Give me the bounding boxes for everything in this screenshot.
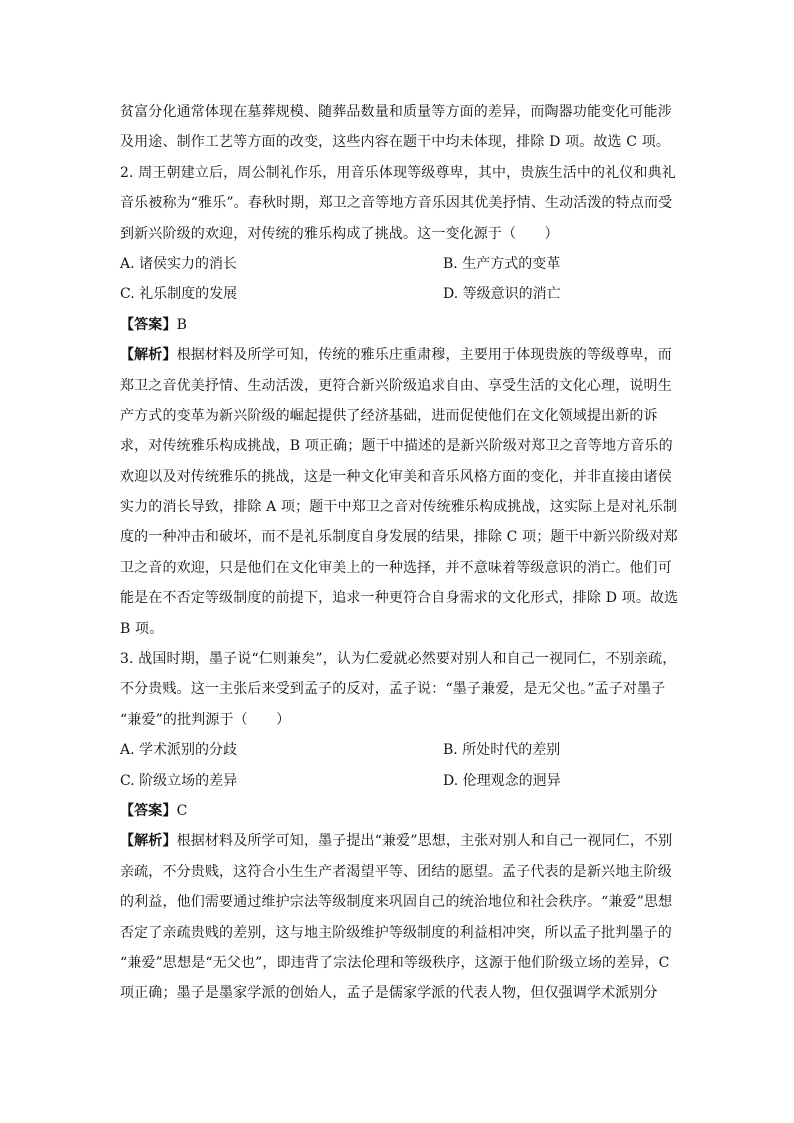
analysis-line: 求，对传统雅乐构成挑战，B 项正确；题干中描述的是新兴阶级对郑卫之音等地方音乐的 bbox=[120, 438, 673, 455]
answer-line bbox=[120, 796, 680, 826]
analysis-line: 产方式的变革为新兴阶级的崛起提供了经济基础，进而促使他们在文化领域提出新的诉 bbox=[120, 407, 658, 424]
question-stem-line: 2. 周王朝建立后，周公制礼作乐，用音乐体现等级尊卑，其中，贵族生活中的礼仪和典礼 bbox=[120, 164, 676, 181]
analysis-line: 卫之音的欢迎，只是他们在文化审美上的一种选择，并不意味着等级意识的消亡。他们可 bbox=[120, 559, 672, 576]
answer-line bbox=[120, 310, 680, 340]
analysis-line: 亲疏，不分贵贱，这符合小生生产者渴望平等、团结的愿望。孟子代表的是新兴地主阶级 bbox=[120, 863, 672, 880]
question-stem-line: 不分贵贱。这一主张后来受到孟子的反对，孟子说：“墨子兼爱，是无父也。”孟子对墨子 bbox=[120, 681, 666, 698]
option-a: A. 诸侯实力的消长 bbox=[120, 255, 238, 272]
analysis-line bbox=[120, 340, 680, 370]
analysis-line bbox=[120, 826, 680, 856]
analysis-line: 度的一种冲击和破坏，而不是礼乐制度自身发展的结果，排除 C 项；题干中新兴阶级对郑 bbox=[120, 529, 678, 546]
question-3 bbox=[120, 644, 680, 1009]
option-a: A. 学术派别的分歧 bbox=[120, 742, 238, 759]
option-c: C. 阶级立场的差异 bbox=[120, 772, 238, 789]
answer-value: C bbox=[176, 802, 188, 819]
text-line: 及用途、制作工艺等方面的改变，这些内容在题干中均未体现，排除 D 项。故选 C 项。 bbox=[120, 134, 671, 151]
analysis-text: 根据材料及所学可知，传统的雅乐庄重肃穆，主要用于体现贵族的等级尊卑，而 bbox=[176, 347, 672, 364]
question-stem-line: “兼爱”的批判源于（ ） bbox=[120, 711, 291, 728]
options-row bbox=[120, 766, 680, 796]
options-row bbox=[120, 249, 680, 279]
question-2 bbox=[120, 158, 680, 644]
analysis-line: 实力的消长导致，排除 A 项；题干中郑卫之音对传统雅乐构成挑战，这实际上是对礼乐制 bbox=[120, 499, 678, 516]
analysis-line: 否定了亲疏贵贱的差别，这与地主阶级维护等级制度的利益相冲突，所以孟子批判墨子的 bbox=[120, 924, 672, 941]
analysis-line: 的利益，他们需要通过维护宗法等级制度来巩固自己的统治地位和社会秩序。“兼爱”思想 bbox=[120, 894, 673, 911]
analysis-label: 【解析】 bbox=[120, 833, 177, 850]
answer-value: B bbox=[176, 316, 188, 333]
options-row bbox=[120, 735, 680, 765]
analysis-line: 能是在不否定等级制度的前提下，追求一种更符合自身需求的文化形式，排除 D 项。故选 bbox=[120, 590, 679, 607]
question-stem-line: 到新兴阶级的欢迎，对传统的雅乐构成了挑战。这一变化源于（ ） bbox=[120, 225, 559, 242]
analysis-label: 【解析】 bbox=[120, 347, 177, 364]
option-d: D. 等级意识的消亡 bbox=[443, 286, 561, 303]
analysis-line: 郑卫之音优美抒情、生动活泼，更符合新兴阶级追求自由、享受生活的文化心理，说明生 bbox=[120, 377, 672, 394]
document-page bbox=[120, 97, 680, 1009]
option-b: B. 生产方式的变革 bbox=[443, 255, 561, 272]
option-d: D. 伦理观念的迥异 bbox=[443, 772, 561, 789]
analysis-line: 欢迎以及对传统雅乐的挑战，这是一种文化审美和音乐风格方面的变化，并非直接由诸侯 bbox=[120, 468, 672, 485]
answer-label: 【答案】 bbox=[120, 316, 177, 333]
option-b: B. 所处时代的差别 bbox=[443, 742, 561, 759]
analysis-line: “兼爱”思想是“无父也”，即违背了宗法伦理和等级秩序，这源于他们阶级立场的差异，C bbox=[120, 954, 670, 971]
analysis-line: 项正确；墨子是墨家学派的创始人，孟子是儒家学派的代表人物，但仅强调学术派别分 bbox=[120, 985, 658, 1002]
question-stem-line: 3. 战国时期，墨子说“仁则兼矣”，认为仁爱就必然要对别人和自己一视同仁，不别亲疏， bbox=[120, 651, 677, 668]
answer-label: 【答案】 bbox=[120, 802, 177, 819]
analysis-line: B 项。 bbox=[120, 620, 164, 637]
intro-paragraph bbox=[120, 97, 680, 158]
option-c: C. 礼乐制度的发展 bbox=[120, 286, 238, 303]
text-line: 贫富分化通常体现在墓葬规模、随葬品数量和质量等方面的差异，而陶器功能变化可能涉 bbox=[120, 104, 672, 120]
options-row bbox=[120, 279, 680, 309]
analysis-text: 根据材料及所学可知，墨子提出“兼爱”思想，主张对别人和自己一视同仁，不别 bbox=[176, 833, 673, 850]
question-stem-line: 音乐被称为“雅乐”。春秋时期，郑卫之音等地方音乐因其优美抒情、生动活泼的特点而受 bbox=[120, 195, 673, 212]
